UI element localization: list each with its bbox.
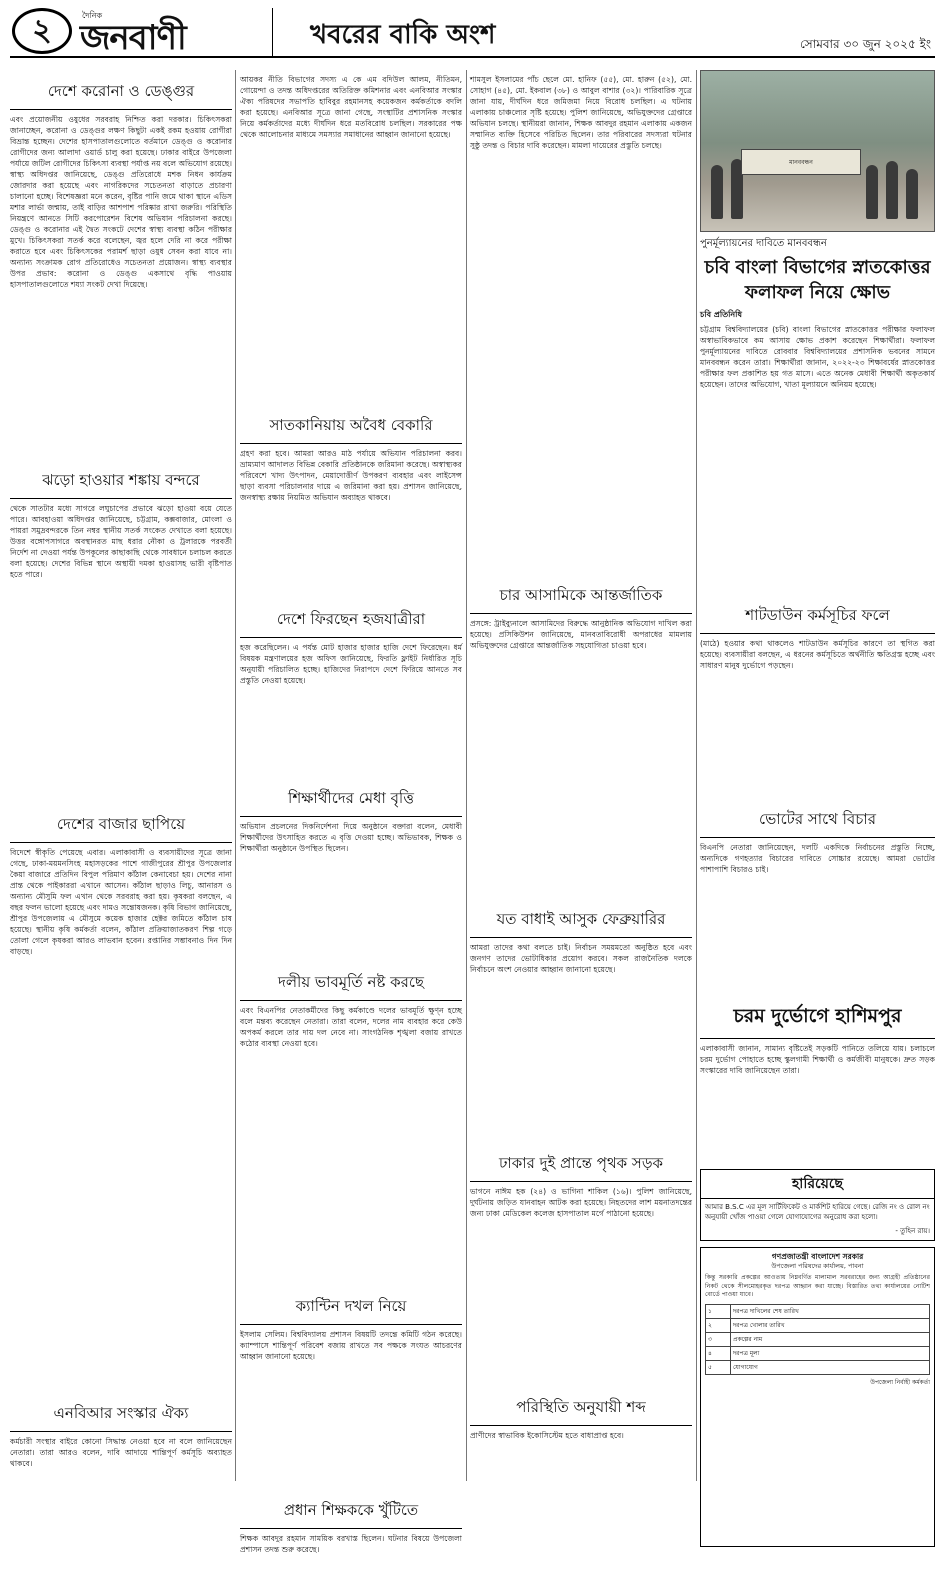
story-headline[interactable]: দেশে করোনা ও ডেঙ্গুর bbox=[10, 76, 232, 110]
notice-cell: ৪ bbox=[706, 1346, 731, 1360]
story-headline[interactable]: প্রধান শিক্ষককে খুঁটিতে bbox=[240, 1495, 462, 1529]
story-headline[interactable]: ক্যান্টিন দখল নিয়ে bbox=[240, 1291, 462, 1325]
dateline: সোমবার ৩০ জুন ২০২৫ ইং bbox=[799, 37, 931, 51]
lead-headline[interactable]: চবি বাংলা বিভাগের স্নাতকোত্তর ফলাফল নিয়ে ক্ষোভ bbox=[704, 257, 931, 303]
masthead bbox=[10, 8, 935, 58]
story-headline[interactable]: দেশের বাজার ছাপিয়ে bbox=[10, 809, 232, 843]
notice-row bbox=[706, 1304, 930, 1318]
notice-row bbox=[706, 1360, 930, 1374]
notice-row bbox=[706, 1346, 930, 1360]
notice-cell: ১ bbox=[706, 1304, 731, 1318]
notice-text: কিন্তু সরকারি প্রকল্পের আওতায় নিম্নবর্ণিত মালামাল সরবরাহের জন্য আগ্রহী প্রতিষ্ঠানের নিকট থেকে সীলমোহরকৃত দরপত্র আহ্বান করা যাচ্ছে। বিস্তারিত তথ্য কার্যালয়ের নোটিশ বোর্ডে পাওয়া যাবে। bbox=[705, 1274, 930, 1298]
story-headline[interactable]: পরিস্থিতি অনুযায়ী শব্দ bbox=[470, 1392, 692, 1426]
masthead-divider bbox=[272, 8, 273, 56]
story-headline[interactable]: সাতকানিয়ায় অবৈধ বেকারি bbox=[240, 410, 462, 444]
story-headline[interactable]: ভোটের সাথে বিচার bbox=[700, 804, 935, 838]
story-text: (মাঠে) হওয়ার কথা থাকলেও শাটডাউন কর্মসূচির কারণে তা স্থগিত করা হয়েছে। ব্যবসায়ীরা বলছেন, এ ধরনের কর্মসূচিতে অর্থনীতি ক্ষতিগ্রস্ত হচ্ছে এবং সাধারণ মানুষ দুর্ভোগে পড়ছেন। bbox=[700, 639, 935, 670]
story-headline[interactable]: চরম দুর্ভোগে হাশিমপুর bbox=[700, 998, 935, 1039]
photo-person bbox=[886, 161, 898, 219]
story-text: ইসলাম সেলিম। বিশ্ববিদ্যালয় প্রশাসন বিষয়টি তদন্তে কমিটি গঠন করেছে। ক্যাম্পাসে শান্তিপূর্ণ পরিবেশ বজায় রাখতে সব পক্ষকে সংযত আচরণের আহ্বান জানানো হয়েছে। bbox=[240, 1330, 462, 1361]
story-text: শামসুল ইসলামের পাঁচ ছেলে মো. হানিফ (৫৫), মো. হারুন (৫২), মো. সোহাগ (৪৫), মো. ইকবাল (৩৮) ও আবুল বাশার (৩২)। পারিবারিক সূত্রে জানা যায়, দীর্ঘদিন ধরে জমিজমা নিয়ে বিরোধ চলছিল। এ ঘটনায় এলাকায় চাঞ্চল্যের সৃষ্টি হয়েছে। পুলিশ জানিয়েছে, অভিযুক্তদের গ্রেপ্তারে অভিযান চলছে। স্থানীয়রা জানান, শিক্ষক আবদুর রহমান এলাকায় একজন সম্মানিত ব্যক্তি হিসেবে পরিচিত ছিলেন। তার পরিবারের সদস্যরা ঘটনার সুষ্ঠু তদন্ত ও বিচার দাবি করেছেন। মামলা দায়েরের প্রস্তুতি চলছে। bbox=[470, 75, 692, 150]
story-headline[interactable]: শাটডাউন কর্মসূচির ফলে bbox=[700, 600, 935, 634]
story-headline[interactable]: শিক্ষার্থীদের মেধা বৃত্তি bbox=[240, 783, 462, 817]
photo-person bbox=[711, 165, 723, 219]
news-photo[interactable] bbox=[700, 70, 935, 232]
story-text: প্রাণীদের স্বাভাবিক ইকোসিস্টেম হতে বাধাপ্রাপ্ত হবে। bbox=[470, 1431, 624, 1440]
page-title: খবরের বাকি অংশ bbox=[310, 20, 496, 50]
story-text: বিএনপি নেতারা জানিয়েছেন, দলটি একদিকে নির্বাচনের প্রস্তুতি নিচ্ছে, অন্যদিকে গণহত্যার বিচারের দাবিতে সোচ্চার রয়েছে। আমরা ভোটের পাশাপাশি বিচারও চাই। bbox=[700, 843, 935, 874]
notice-row bbox=[706, 1332, 930, 1346]
notice-cell: ৩ bbox=[706, 1332, 731, 1346]
story-text: ভাগনে নাঈম হক (২৪) ও ভাগিনা শাকিল (১৬)। পুলিশ জানিয়েছে, দুর্ঘটনায় জড়িত যানবাহন আটক করা হয়েছে। নিহতদের লাশ ময়নাতদন্তের জন্য ঢাকা মেডিকেল কলেজ হাসপাতাল মর্গে পাঠানো হয়েছে। bbox=[470, 1187, 692, 1218]
lost-notice-signature: - তুহিন রায়। bbox=[895, 1227, 930, 1235]
column-2 bbox=[240, 70, 462, 1554]
story-headline[interactable]: দলীয় ভাবমূর্তি নষ্ট করছে bbox=[240, 967, 462, 1001]
story-headline[interactable]: ঝড়ো হাওয়ার শঙ্কায় বন্দরে bbox=[10, 465, 232, 499]
notice-cell: ৫ bbox=[706, 1360, 731, 1374]
column-3 bbox=[470, 70, 692, 1481]
story-text: কর্মচারী সংস্থার বাইরে কোনো সিদ্ধান্ত নেওয়া হবে না বলে জানিয়েছেন নেতারা। তারা আরও বলেন, দাবি আদায়ে শান্তিপূর্ণ কর্মসূচি অব্যাহত থাকবে। bbox=[10, 1437, 232, 1468]
notice-cell: প্রকল্পের নাম bbox=[731, 1332, 930, 1346]
lost-notice-title: হারিয়েছে bbox=[701, 1170, 934, 1199]
column-divider bbox=[466, 70, 467, 1481]
story-text: গ্রহণ করা হবে। আমরা আরও মাঠ পর্যায়ে অভিযান পরিচালনা করব। ভ্রাম্যমাণ আদালত বিভিন্ন বেকারি প্রতিষ্ঠানকে জরিমানা করেছে। অস্বাস্থ্যকর পরিবেশে খাদ্য উৎপাদন, মেয়াদোত্তীর্ণ উপকরণ ব্যবহার এবং লাইসেন্স ছাড়া ব্যবসা পরিচালনার দায়ে এ জরিমানা করা হয়। প্রশাসন জানিয়েছে, জনস্বাস্থ্য রক্ষায় নিয়মিত অভিযান অব্যাহত থাকবে। bbox=[240, 449, 462, 502]
lost-notice-text: আমার B.S.C এর মূল সার্টিফিকেট ও মার্কশিট হারিয়ে গেছে। রেজি নং ও রোল নং অনুযায়ী খোঁজ পাওয়া গেলে যোগাযোগের অনুরোধ করা হলো। bbox=[705, 1203, 930, 1221]
notice-cell: যোগাযোগ bbox=[731, 1360, 930, 1374]
story-text: শিক্ষক আবদুর রহমান সাময়িক বরখাস্ত ছিলেন। ঘটনার বিষয়ে উপজেলা প্রশাসন তদন্ত শুরু করেছে। bbox=[240, 1534, 462, 1554]
story-text: এবং প্রয়োজনীয় ওষুধের সরবরাহ নিশ্চিত করা দরকার। চিকিৎসকরা জানাচ্ছেন, করোনা ও ডেঙ্গুর লক্ষণ কিছুটা একই রকম হওয়ায় রোগীরা বিভ্রান্ত হচ্ছেন। দেশের হাসপাতালগুলোতে বর্তমানে ডেঙ্গু ও করোনার রোগীদের জন্য আলাদা ওয়ার্ড চালু করা হয়েছে। ঢাকার বাইরে উপজেলা পর্যায়ে জটিল রোগীদের চিকিৎসা ব্যবস্থা পর্যাপ্ত নয় বলে অভিযোগ রয়েছে। স্বাস্থ্য অধিদপ্তর জানিয়েছে, ডেঙ্গু প্রতিরোধে মশক নিধন কার্যক্রম জোরদার করা হয়েছে এবং নাগরিকদের সচেতনতা বাড়াতে প্রচারণা চালানো হচ্ছে। বিশেষজ্ঞরা মনে করেন, বৃষ্টির পানি জমে থাকা স্থানে এডিস মশার লার্ভা জন্মায়, তাই বাড়ির আশপাশ পরিষ্কার রাখা জরুরি। পরিস্থিতি নিয়ন্ত্রণে আনতে সিটি করপোরেশন বিশেষ অভিযান পরিচালনা করছে। ডেঙ্গু ও করোনার এই দ্বৈত সংকটে দেশের স্বাস্থ্য ব্যবস্থা কঠিন পরীক্ষার মুখে। চিকিৎসকরা সতর্ক করে বলেছেন, জ্বর হলে দেরি না করে পরীক্ষা করাতে হবে এবং চিকিৎসকের পরামর্শ ছাড়া ওষুধ সেবন করা যাবে না। অন্যান্য সংক্রামক রোগ প্রতিরোধেও সচেতনতা প্রয়োজন। স্বাস্থ্য ব্যবস্থার উপর প্রভাব: করোনা ও ডেঙ্গু একসাথে বৃদ্ধি পাওয়ায় হাসপাতালগুলোতে শয্যা সংকট দেখা দিয়েছে। bbox=[10, 115, 232, 289]
protest-banner: মানববন্ধন bbox=[741, 149, 861, 175]
column-divider bbox=[696, 70, 697, 1481]
lost-notice bbox=[700, 1169, 935, 1241]
story-headline[interactable]: দেশে ফিরছেন হজযাত্রীরা bbox=[240, 604, 462, 638]
notice-row bbox=[706, 1318, 930, 1332]
story-text: হজ করেছিলেন। এ পর্যন্ত মোট হাজার হাজার হাজি দেশে ফিরেছেন। ধর্ম বিষয়ক মন্ত্রণালয়ের হজ অফিস জানিয়েছে, ফিরতি ফ্লাইট নির্ধারিত সূচি অনুযায়ী পরিচালিত হচ্ছে। হাজিদের নিরাপদে দেশে ফিরিয়ে আনতে সব প্রস্তুতি নেওয়া হয়েছে। bbox=[240, 643, 462, 685]
story-text: চট্টগ্রাম বিশ্ববিদ্যালয়ের (চবি) বাংলা বিভাগের স্নাতকোত্তর পরীক্ষার ফলাফল অস্বাভাবিকভাবে কম আসায় ক্ষোভ প্রকাশ করেছেন শিক্ষার্থীরা। ফলাফল পুনর্মূল্যায়নের দাবিতে রোববার বিশ্ববিদ্যালয়ের প্রশাসনিক ভবনের সামনে মানববন্ধন করেন তারা। শিক্ষার্থীরা জানান, ২০২২-২৩ শিক্ষাবর্ষের স্নাতকোত্তর পরীক্ষার ফল প্রকাশিত হয় গত মাসে। এতে অনেক মেধাবী শিক্ষার্থী অকৃতকার্য হয়েছেন। তাদের অভিযোগ, খাতা মূল্যায়নে অনিয়ম হয়েছে। bbox=[700, 325, 935, 389]
story-headline[interactable]: চার আসামিকে আন্তর্জাতিক bbox=[470, 580, 692, 614]
column-4 bbox=[700, 70, 935, 1481]
story-text: থেকে সাতটার মধ্যে সাগরে লঘুচাপের প্রভাবে ঝড়ো হাওয়া বয়ে যেতে পারে। আবহাওয়া অধিদপ্তর জানিয়েছে, চট্টগ্রাম, কক্সবাজার, মোংলা ও পায়রা সমুদ্রবন্দরকে তিন নম্বর স্থানীয় সতর্ক সংকেত দেখাতে বলা হয়েছে। উত্তর বঙ্গোপসাগরে অবস্থানরত মাছ ধরার নৌকা ও ট্রলারকে পরবর্তী নির্দেশ না দেওয়া পর্যন্ত উপকূলের কাছাকাছি থেকে সাবধানে চলাচল করতে বলা হয়েছে। দেশের বিভিন্ন স্থানে অস্থায়ী দমকা হাওয়াসহ ভারী বৃষ্টিপাত হতে পারে। bbox=[10, 504, 232, 579]
column-1 bbox=[10, 70, 232, 1481]
story-headline[interactable]: ঢাকার দুই প্রান্তে পৃথক সড়ক bbox=[470, 1148, 692, 1182]
photo-person bbox=[866, 165, 878, 219]
notice-title: গণপ্রজাতন্ত্রী বাংলাদেশ সরকার bbox=[771, 1252, 864, 1261]
byline: চবি প্রতিনিধি bbox=[700, 310, 742, 319]
story-text: এবং বিএনপির নেতাকর্মীদের কিছু কর্মকাণ্ডে দলের ভাবমূর্তি ক্ষুণ্ন হচ্ছে বলে মন্তব্য করেছেন নেতারা। তারা বলেন, দলের নাম ব্যবহার করে কেউ অপকর্ম করলে তার দায় দল নেবে না। সাংগঠনিক শৃঙ্খলা বজায় রাখতে কঠোর ব্যবস্থা নেওয়া হবে। bbox=[240, 1006, 462, 1048]
notice-cell: ২ bbox=[706, 1318, 731, 1332]
story-text: আয়কর নীতি বিভাগের সদস্য এ কে এম বদিউল আলম, নীতিমন, গোয়েন্দা ও তদন্ত অধিদপ্তরের অতিরিক্ত কমিশনার এবং এনবিআর সংস্কার ঐক্য পরিষদের সভাপতি হাবিবুর রহমানসহ কয়েকজন কর্মকর্তাকে বদলি করা হয়েছে। এনবিআর সূত্রে জানা গেছে, সংস্থাটির প্রশাসনিক সংস্কার নিয়ে কর্মকর্তাদের মধ্যে দীর্ঘদিন ধরে মতবিরোধ চলছিল। সরকারের পক্ষ থেকে আলোচনার মাধ্যমে সমস্যার সমাধানের আহ্বান জানানো হয়েছে। bbox=[240, 75, 462, 139]
story-text: আমরা তাদের কথা বলতে চাই। নির্বাচন সময়মতো অনুষ্ঠিত হবে এবং জনগণ তাদের ভোটাধিকার প্রয়োগ করবে। সকল রাজনৈতিক দলকে নির্বাচনে অংশ নেওয়ার আহ্বান জানানো হয়েছে। bbox=[470, 943, 692, 974]
photo-caption: পুনর্মূল্যায়নের দাবিতে মানববন্ধন bbox=[700, 238, 827, 249]
column-divider bbox=[235, 70, 236, 1481]
government-notice bbox=[700, 1247, 935, 1547]
brand-prefix: দৈনিক bbox=[82, 11, 103, 20]
story-headline[interactable]: এনবিআর সংস্কার ঐক্য bbox=[10, 1398, 232, 1432]
story-text: বিদেশে স্বীকৃতি পেয়েছে এবার। এলাকাবাসী ও ব্যবসায়ীদের সূত্রে জানা গেছে, ঢাকা-ময়মনসিংহ মহাসড়কের পাশে গাজীপুরের শ্রীপুর উপজেলার কৈয়া বাজারে প্রতিদিন বিপুল পরিমাণ কাঁঠাল কেনাবেচা হয়। দেশের নানা প্রান্ত থেকে পাইকাররা এখানে আসেন। কাঁঠাল ছাড়াও লিচু, আনারস ও অন্যান্য মৌসুমি ফল এখান থেকে সরবরাহ করা হয়। কৃষকরা বলছেন, এ বছর ফলন ভালো হয়েছে এবং দামও সন্তোষজনক। কৃষি বিভাগ জানিয়েছে, শ্রীপুর উপজেলায় এ মৌসুমে কয়েক হাজার হেক্টর জমিতে কাঁঠাল চাষ হয়েছে। স্থানীয় কৃষি কর্মকর্তা বলেন, কাঁঠাল প্রক্রিয়াজাতকরণ শিল্প গড়ে তোলা গেলে কৃষকরা আরও লাভবান হবেন। রপ্তানির সম্ভাবনাও দিন দিন বাড়ছে। bbox=[10, 848, 232, 956]
notice-table bbox=[705, 1304, 930, 1375]
story-text: এলাকাবাসী জানান, সামান্য বৃষ্টিতেই সড়কটি পানিতে তলিয়ে যায়। চলাচলে চরম দুর্ভোগ পোহাতে হচ্ছে স্কুলগামী শিক্ষার্থী ও কর্মজীবী মানুষকে। দ্রুত সড়ক সংস্কারের দাবি জানিয়েছেন তারা। bbox=[700, 1044, 935, 1075]
newspaper-logo: জনবাণী bbox=[80, 18, 186, 58]
notice-signature: উপজেলা নির্বাহী কর্মকর্তা bbox=[870, 1378, 930, 1386]
notice-cell: দরপত্র খোলার তারিখ bbox=[731, 1318, 930, 1332]
story-headline[interactable]: যত বাধাই আসুক ফেব্রুয়ারির bbox=[470, 904, 692, 938]
notice-cell: দরপত্র দাখিলের শেষ তারিখ bbox=[731, 1304, 930, 1318]
story-text: অভিযান প্রচলনের দিকনির্দেশনা দিয়ে অনুষ্ঠানে বক্তারা বলেন, মেধাবী শিক্ষার্থীদের উৎসাহিত করতে এ বৃত্তি দেওয়া হচ্ছে। অভিভাবক, শিক্ষক ও শিক্ষার্থীরা অনুষ্ঠানে উপস্থিত ছিলেন। bbox=[240, 822, 462, 853]
notice-cell: দরপত্র মূল্য bbox=[731, 1346, 930, 1360]
photo-person bbox=[906, 169, 918, 219]
notice-subtitle: উপজেলা পরিষদের কার্যালয়, পাবনা bbox=[771, 1262, 864, 1270]
page-number: ২ bbox=[12, 8, 72, 54]
story-text: প্রসঙ্গে: ট্রাইব্যুনালে আসামিদের বিরুদ্ধে আনুষ্ঠানিক অভিযোগ দাখিল করা হয়েছে। প্রসিকিউশন জানিয়েছে, মানবতাবিরোধী অপরাধের মামলায় অভিযুক্তদের গ্রেপ্তারে আন্তর্জাতিক সহযোগিতা চাওয়া হবে। bbox=[470, 619, 692, 650]
